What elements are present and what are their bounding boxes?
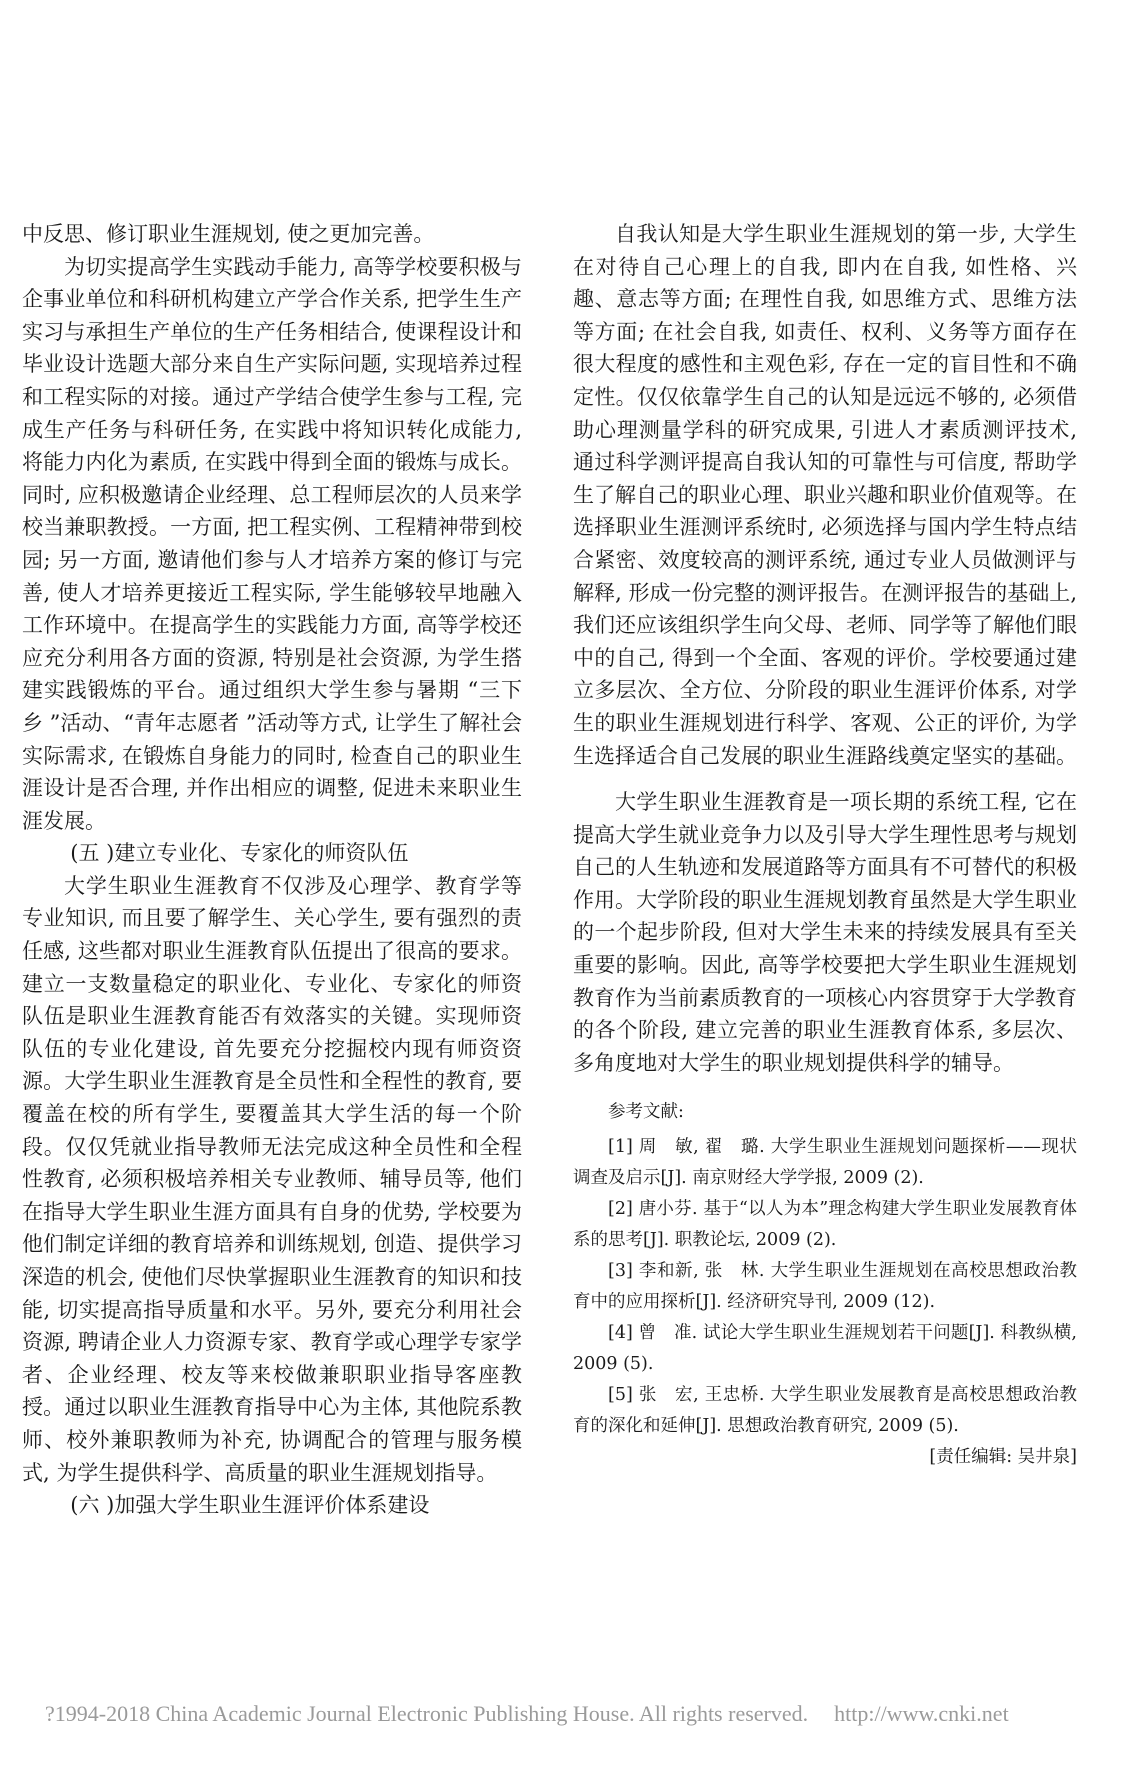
left-column (22, 218, 522, 1522)
paragraph: 大学生职业生涯教育不仅涉及心理学、教育学等专业知识, 而且要了解学生、关心学生, 要有强烈的责任感, 这些都对职业生涯教育队伍提出了很高的要求。建立一支数量稳定的职业化、专业化、专家化的师资队伍是职业生涯教育能否有效落实的关键。实现师资队伍的专业化建设, 首先要充分挖掘校内现有师资资源。大学生职业生涯教育是全员性和全程性的教育, 要覆盖在校的所有学生, 要覆盖其大学生活的每一个阶段。仅仅凭就业指导教师无法完成这种全员性和全程性教育, 必须积极培养相关专业教师、辅导员等, 他们在指导大学生职业生涯方面具有自身的优势, 学校要为他们制定详细的教育培养和训练规划, 创造、提供学习深造的机会, 使他们尽快掌握职业生涯教育的知识和技能, 切实提高指导质量和水平。另外, 要充分利用社会资源, 聘请企业人力资源专家、教育学或心理学专家学者、企业经理、校友等来校做兼职职业指导客座教授。通过以职业生涯教育指导中心为主体, 其他院系教师、校外兼职教师为补充, 协调配合的管理与服务模式, 为学生提供科学、高质量的职业生涯规划指导。 (22, 873, 522, 1485)
editor-credit: [责任编辑: 吴井泉] (929, 1447, 1077, 1468)
references (573, 1097, 1077, 1472)
paragraph: 为切实提高学生实践动手能力, 高等学校要积极与企事业单位和科研机构建立产学合作关系, 把学生生产实习与承担生产单位的生产任务相结合, 使课程设计和毕业设计选题大部分来自生产实际问题, 实现培养过程和工程实际的对接。通过产学结合使学生参与工程, 完成生产任务与科研任务, 在实践中将知识转化成能力, 将能力内化为素质, 在实践中得到全面的锻炼与成长。同时, 应积极邀请企业经理、总工程师层次的人员来学校当兼职教授。一方面, 把工程实例、工程精神带到校园; 另一方面, 邀请他们参与人才培养方案的修订与完善, 使人才培养更接近工程实际, 学生能够较早地融入工作环境中。在提高学生的实践能力方面, 高等学校还应充分利用各方面的资源, 特别是社会资源, 为学生搭建实践锻炼的平台。通过组织大学生参与暑期 “三下乡 ”活动、“青年志愿者 ”活动等方式, 让学生了解社会实际需求, 在锻炼自身能力的同时, 检查自己的职业生涯设计是否合理, 并作出相应的调整, 促进未来职业生涯发展。 (22, 254, 522, 833)
reference-item: [3] 李和新, 张 林. 大学生职业生涯规划在高校思想政治教育中的应用探析[J]. 经济研究导刊, 2009 (12). (573, 1261, 1077, 1313)
paragraph: 自我认知是大学生职业生涯规划的第一步, 大学生在对待自己心理上的自我, 即内在自我, 如性格、兴趣、意志等方面; 在理性自我, 如思维方式、思维方法等方面; 在社会自我, 如责任、权利、义务等方面存在很大程度的感性和主观色彩, 存在一定的盲目性和不确定性。仅仅依靠学生自己的认知是远远不够的, 必须借助心理测量学科的研究成果, 引进人才素质测评技术, 通过科学测评提高自我认知的可靠性与可信度, 帮助学生了解自己的职业心理、职业兴趣和职业价值观等。在选择职业生涯测评系统时, 必须选择与国内学生特点结合紧密、效度较高的测评系统, 通过专业人员做测评与解释, 形成一份完整的测评报告。在测评报告的基础上, 我们还应该组织学生向父母、老师、同学等了解他们眼中的自己, 得到一个全面、客观的评价。学校要通过建立多层次、全方位、分阶段的职业生涯评价体系, 对学生的职业生涯规划进行科学、客观、公正的评价, 为学生选择适合自己发展的职业生涯路线奠定坚实的基础。 (573, 222, 1077, 768)
section-heading: (五 )建立专业化、专家化的师资队伍 (70, 841, 409, 866)
right-column (573, 218, 1077, 1472)
references-title: 参考文献: (608, 1102, 684, 1123)
reference-item: [5] 张 宏, 王忠桥. 大学生职业发展教育是高校思想政治教育的深化和延伸[J]. 思想政治教育研究, 2009 (5). (573, 1385, 1077, 1437)
paragraph: 中反思、修订职业生涯规划, 使之更加完善。 (22, 222, 435, 246)
paragraph: 大学生职业生涯教育是一项长期的系统工程, 它在提高大学生就业竞争力以及引导大学生理性思考与规划自己的人生轨迹和发展道路等方面具有不可替代的积极作用。大学阶段的职业生涯规划教育虽然是大学生职业的一个起步阶段, 但对大学生未来的持续发展具有至关重要的影响。因此, 高等学校要把大学生职业生涯规划教育作为当前素质教育的一项核心内容贯穿于大学教育的各个阶段, 建立完善的职业生涯教育体系, 多层次、多角度地对大学生的职业规划提供科学的辅导。 (573, 790, 1077, 1075)
reference-item: [1] 周 敏, 翟 璐. 大学生职业生涯规划问题探析——现状调查及启示[J]. 南京财经大学学报, 2009 (2). (573, 1137, 1077, 1189)
reference-item: [2] 唐小芬. 基于“以人为本”理念构建大学生职业发展教育体系的思考[J]. 职教论坛, 2009 (2). (573, 1199, 1077, 1251)
copyright-footer (45, 1701, 1115, 1727)
reference-item: [4] 曾 准. 试论大学生职业生涯规划若干问题[J]. 科教纵横, 2009 (5). (573, 1323, 1077, 1375)
footer-link[interactable]: http://www.cnki.net (834, 1701, 1009, 1726)
section-heading: (六 )加强大学生职业生涯评价体系建设 (70, 1493, 430, 1518)
copyright-text: ?1994-2018 China Academic Journal Electronic Publishing House. All rights reserved. (45, 1701, 809, 1726)
